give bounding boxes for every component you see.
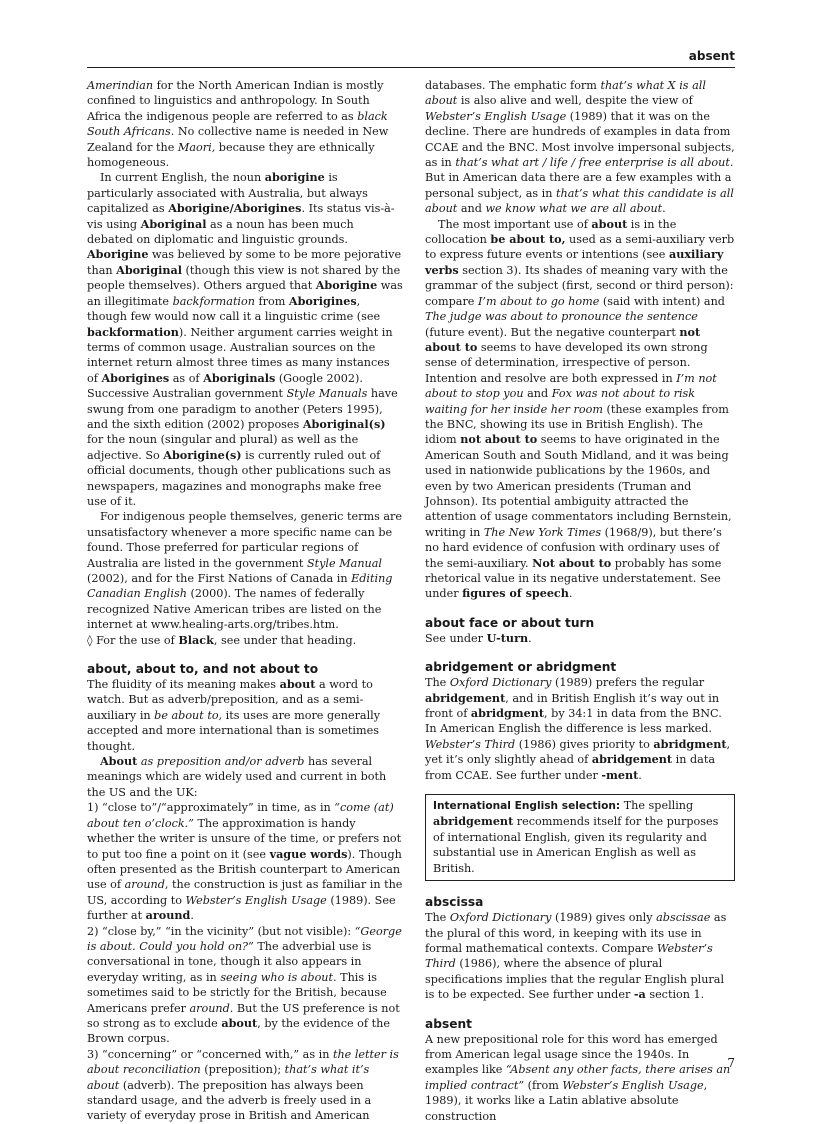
text-run: See under	[425, 631, 487, 645]
text-run: For indigenous people themselves, generic terms are unsatisfactory whenever a more specific name can be found. Those preferred for particular regions of Australia are listed in the government	[87, 510, 403, 570]
text-run: seems to have developed its own strong sense of determination, irrespective of person. Intention and resolve are both expressed in	[425, 340, 708, 385]
box-label: International English selection:	[433, 800, 621, 813]
bold-term: not about to	[460, 432, 538, 447]
bold-term: Black	[178, 632, 214, 647]
text-run: , see under that heading.	[213, 633, 357, 647]
text-run: (2000). The names of federally recognized Native American tribes are listed on the internet at www.healing-arts.org/tribes.htm.	[87, 587, 382, 632]
body-paragraph	[87, 170, 403, 509]
bold-term: Aboriginals	[203, 370, 276, 385]
text-run: (1989) that it was on the decline. There are hundreds of examples in data from CCAE and the BNC. Most involve impersonal subjects, as in	[425, 109, 735, 170]
italic-text: Maori,	[177, 140, 216, 154]
italic-text: Style Manuals	[286, 387, 368, 401]
entry-heading: about, about to, and not about to	[87, 662, 319, 677]
entry-heading: abridgement or abridgment	[425, 660, 617, 675]
text-run: as the plural of this word, in keeping with its use in formal mathematical contexts. Compare	[425, 911, 727, 955]
text-run: for the noun (singular and plural) as well as the adjective. So	[87, 433, 359, 462]
text-run: databases. The emphatic form	[425, 79, 601, 92]
text-run: has several meanings which are widely used and current in both the US and the UK:	[87, 755, 387, 799]
text-run: ). Though often presented as the British counterpart to American use of	[87, 847, 402, 892]
text-run: , 1989), it works like a Latin ablative absolute construction	[425, 1078, 708, 1123]
bold-term: Aborigine/Aborigines	[168, 201, 302, 216]
bold-term: abridgement	[591, 752, 673, 767]
text-run: (adverb). The preposition has always been standard usage, and the adverb is freely used in a variety of everyday prose in British and American	[87, 1078, 372, 1123]
italic-text: we know what we are all about	[485, 202, 663, 216]
text-run: (2002), and for the First Nations of Canada in	[87, 572, 352, 585]
bold-term: -ment	[601, 767, 639, 782]
text-run: was believed by some to be more pejorative than	[87, 248, 402, 277]
text-run: .	[662, 202, 666, 216]
italic-text: black South Africans	[87, 109, 388, 139]
text-run: as of	[169, 371, 204, 385]
italic-text: around	[189, 1001, 230, 1015]
text-run: ◊ For the use of	[87, 633, 179, 647]
bold-term: Aborigine	[87, 247, 149, 262]
text-run: is also alive and well, despite the view of	[457, 94, 693, 108]
bold-term: backformation	[87, 324, 179, 339]
text-run: section 1.	[645, 988, 705, 1002]
text-run: , by the evidence of the Brown corpus.	[87, 1016, 390, 1046]
bold-term: Aboriginal	[116, 262, 182, 277]
bold-term: Aborigine(s)	[163, 447, 242, 462]
bold-term: U-turn	[486, 630, 529, 645]
body-paragraph	[87, 633, 403, 648]
text-run: (preposition);	[200, 1063, 285, 1077]
text-run: In current English, the noun	[100, 171, 265, 185]
italic-text: abscissae	[656, 911, 711, 925]
text-run: for the North American Indian is mostly confined to linguistics and anthropology. In South Africa the indigenous people are referred to as	[87, 79, 384, 123]
body-paragraph	[87, 509, 403, 632]
italic-text: that’s what it’s about	[87, 1063, 370, 1092]
text-run: (1986) gives priority to	[515, 737, 654, 751]
bold-term: Aboriginal	[140, 216, 207, 231]
text-run: recommends itself for the purposes of international English, given its regularity and substantial use in American English as well as British.	[433, 815, 719, 875]
italic-text: The New York Times	[483, 525, 602, 539]
bold-term: Aborigines	[288, 293, 357, 308]
page-number: 7	[727, 1056, 735, 1070]
entry-heading: abscissa	[425, 895, 484, 910]
text-run: , and in British English it’s way out in front of	[425, 691, 720, 721]
bold-term: figures of speech	[462, 586, 569, 601]
text-run: 1) “close to”/“approximately” in time, as in	[87, 801, 335, 815]
text-run: probably has some rhetorical value in its negative understatement. See under	[425, 556, 722, 601]
bold-term: about	[591, 216, 628, 231]
bold-term: Aborigine	[315, 278, 378, 293]
text-run: , the construction is just as familiar in the US, according to	[87, 878, 403, 907]
italic-text: “Absent any other facts, there arises an implied contract”	[425, 1063, 731, 1092]
body-paragraph	[425, 217, 735, 602]
text-run: . This is sometimes said to be strictly for the British, because Americans prefer	[87, 970, 387, 1015]
bold-term: abridgement	[425, 690, 506, 705]
italic-text: Amerindian	[87, 79, 154, 92]
bold-term: Aborigines	[101, 370, 170, 385]
text-run: A new prepositional role for this word has emerged from American legal usage since the 1940s. In examples like	[425, 1032, 718, 1077]
italic-text: around	[124, 878, 165, 892]
body-paragraph	[425, 675, 735, 783]
right-column	[425, 78, 735, 1124]
text-run: (1989) prefers the regular	[551, 676, 705, 690]
body-paragraph	[425, 78, 735, 217]
italic-text: as preposition and/or adverb	[137, 755, 305, 769]
bold-term: vague words	[269, 846, 348, 861]
running-head: absent	[688, 49, 735, 63]
bold-term: abridgment	[470, 706, 545, 721]
text-run: because they are ethnically homogeneous.	[87, 140, 375, 170]
text-run: . But in American data there are a few examples with a personal subject, as in	[425, 156, 734, 200]
text-run: The	[425, 676, 450, 690]
text-run: , yet it’s only slightly ahead of	[425, 737, 731, 767]
header-rule	[87, 67, 735, 68]
bold-term: aborigine	[264, 170, 325, 185]
italic-text: backformation	[172, 294, 255, 308]
body-paragraph	[425, 910, 735, 1002]
text-run: and	[457, 202, 486, 216]
bold-term: Aboriginal(s)	[302, 416, 386, 431]
italic-text: The judge was about to pronounce the sentence	[425, 310, 698, 324]
text-run: in data from CCAE. See further under	[425, 753, 716, 782]
bold-term: -a	[633, 987, 646, 1002]
bold-term: around	[145, 908, 191, 923]
text-run: ). Neither argument carries weight in terms of common usage. Australian sources on the internet return almost three times as many instances of	[87, 325, 393, 385]
text-run: (future event). But the negative counterpart	[425, 325, 680, 339]
italic-text: Style Manual	[306, 556, 382, 570]
bold-term: About	[100, 754, 138, 769]
text-run: (1968/9), but there’s no hard evidence of confusion with ordinary uses of the semi-auxiliary.	[425, 525, 722, 570]
text-run: is in the collocation	[425, 217, 677, 247]
text-run: (said with intent) and	[599, 294, 725, 308]
italic-text: that’s what this candidate is all about	[425, 186, 734, 216]
text-run: .	[568, 587, 573, 601]
italic-text: Webster’s Third	[425, 941, 713, 971]
italic-text: Fox was not about to risk waiting for her inside her room	[425, 387, 696, 416]
italic-text: Webster’s English Usage	[562, 1078, 704, 1092]
body-paragraph	[87, 677, 403, 754]
italic-text: “come (at) about ten o’clock.”	[87, 801, 394, 830]
bold-term: about	[221, 1015, 258, 1030]
italic-text: Webster’s English Usage	[425, 109, 567, 123]
bold-term: not about to	[425, 324, 701, 354]
entry-heading: absent	[425, 1016, 472, 1031]
text-run: The most important use of	[438, 217, 592, 231]
bold-term: abridgment	[653, 736, 727, 751]
italic-text: Webster’s English Usage	[185, 893, 327, 907]
italic-text: I’m not about to stop you	[425, 371, 717, 401]
text-run: was an illegitimate	[87, 279, 403, 308]
text-run: (1989) gives only	[551, 911, 657, 925]
text-run: . But the US preference is not so strong as to exclude	[87, 1001, 400, 1030]
italic-text: I’m about to go home	[477, 294, 600, 308]
text-run: a word to watch. But as adverb/preposition, and as a semi-auxiliary in	[87, 678, 373, 722]
text-run: The	[425, 911, 450, 925]
text-run: its uses are more generally accepted and more international than is sometimes thought.	[87, 708, 381, 753]
italic-text: be about to,	[154, 708, 223, 722]
text-run: used as a semi-auxiliary verb to express future events or intentions (see	[425, 233, 735, 262]
bold-term: about	[279, 677, 316, 692]
text-run: .	[190, 909, 194, 923]
text-run: The approximation is handy whether the writer is unsure of the time, or prefers not to put too fine a point on it (see	[87, 816, 402, 861]
text-run: (Google 2002). Successive Australian government	[87, 371, 363, 401]
italic-text: that’s what X is all about	[425, 79, 706, 108]
body-paragraph	[87, 1047, 403, 1124]
text-run: have swung from one paradigm to another (Peters 1995), and the sixth edition (2002) proposes	[87, 387, 398, 431]
body-paragraph	[87, 78, 403, 170]
italic-text: the letter is about reconciliation	[87, 1047, 399, 1077]
text-run: is currently ruled out of official documents, though other publications such as newspapers, magazines and monographs make free use of it.	[87, 448, 391, 508]
text-run: from	[254, 294, 289, 308]
italic-text: Webster’s Third	[425, 737, 516, 751]
body-paragraph	[425, 631, 735, 646]
text-run: 2) “close by,” “in the vicinity” (but not visible):	[87, 924, 355, 938]
text-run: .	[638, 768, 642, 782]
text-run: . No collective name is needed in New Zealand for the	[87, 125, 389, 154]
bold-term: auxiliary verbs	[425, 247, 724, 277]
italic-text: that’s what art / life / free enterprise is all about	[455, 156, 730, 170]
italic-text: “George is about. Could you hold on?”	[87, 924, 402, 953]
text-run: . Its status vis-à-vis using	[87, 202, 395, 231]
international-english-box	[425, 794, 735, 881]
text-run: (these examples from the BNC, showing its use in British English). The idiom	[425, 402, 729, 447]
text-run: (from	[524, 1078, 563, 1092]
bold-term: be about to,	[490, 232, 566, 247]
body-paragraph	[425, 1032, 735, 1124]
entry-heading: about face or about turn	[425, 615, 595, 630]
left-column	[87, 78, 403, 1124]
text-run: seems to have originated in the American South and South Midland, and it was being used in nationwide publications by the 1960s, and even by two American presidents (Truman and Johnson). Its potential ambiguity attracted the attention of usage commentators including Bernstein, writing in	[425, 433, 732, 539]
text-run: The fluidity of its meaning makes	[87, 678, 280, 692]
bold-term: abridgement	[433, 814, 514, 829]
italic-text: Editing Canadian English	[87, 572, 393, 601]
text-run: The spelling	[620, 799, 694, 813]
text-run: and	[523, 387, 552, 401]
italic-text: Oxford Dictionary	[449, 911, 552, 925]
text-run: section 3). Its shades of meaning vary with the grammar of the subject (first, second or third person): compare	[425, 263, 734, 308]
text-run: The adverbial use is conversational in tone, though it also appears in everyday writing, as in	[87, 939, 372, 984]
body-paragraph	[87, 800, 403, 923]
text-run: , by 34:1 in data from the BNC. In American English the difference is less marked.	[425, 707, 722, 736]
text-run: .	[528, 631, 532, 645]
italic-text: Oxford Dictionary	[449, 676, 552, 690]
text-run: (1986), where the absence of plural specifications implies that the regular English plural is to be expected. See further under	[425, 957, 725, 1002]
body-paragraph	[87, 754, 403, 800]
bold-term: Not about to	[532, 555, 612, 570]
text-run: 3) “concerning” or “concerned with,” as in	[87, 1047, 333, 1061]
text-run: as a noun has been much debated on diplomatic and linguistic grounds.	[87, 217, 354, 247]
text-run: (though this view is not shared by the people themselves). Others argued that	[87, 263, 401, 293]
text-run: is particularly associated with Australia, but always capitalized as	[87, 171, 368, 216]
italic-text: seeing who is about	[220, 970, 334, 984]
body-paragraph	[87, 924, 403, 1047]
text-run: , though few would now call it a linguistic crime (see	[87, 294, 381, 324]
text-run: (1989). See further at	[87, 893, 396, 923]
